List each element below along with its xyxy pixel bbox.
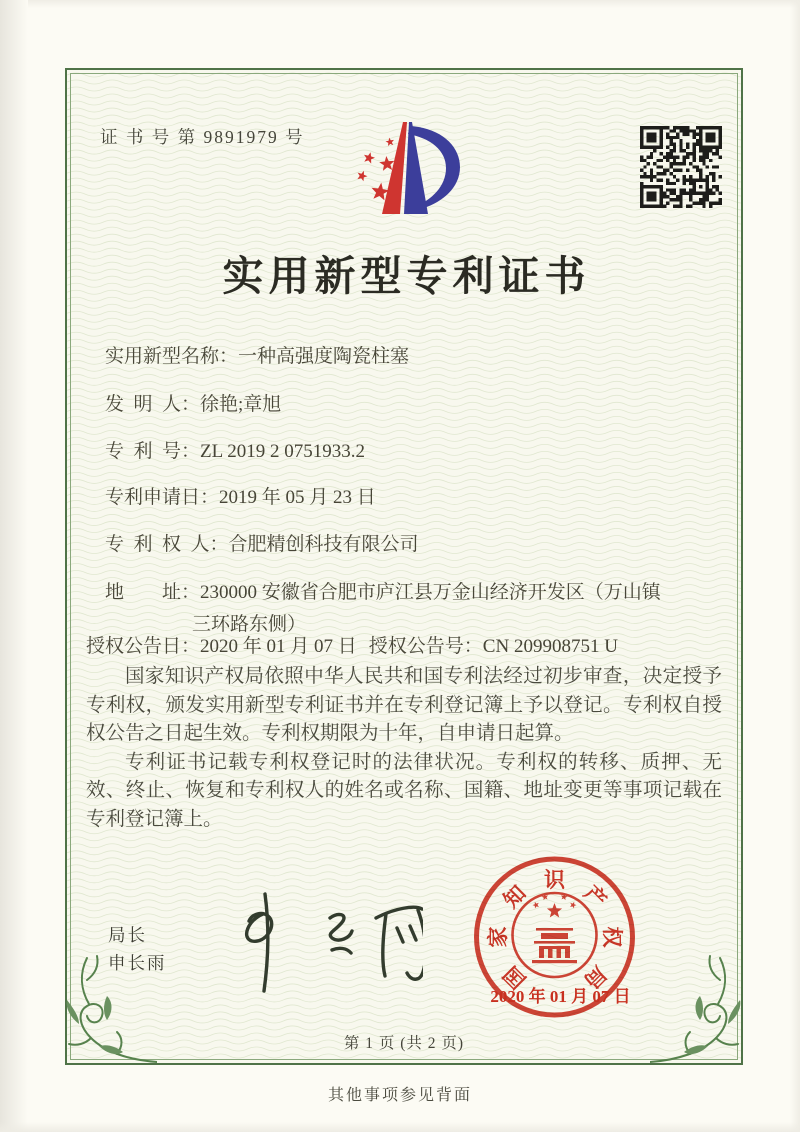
field-value: 230000 安徽省合肥市庐江县万金山经济开发区（万山镇: [200, 582, 661, 603]
field-row-filing-date: [105, 486, 376, 510]
seal-ring-char: 国: [498, 961, 531, 994]
field-label: 专 利 号：: [105, 441, 201, 462]
seal-ring-char: 产: [578, 880, 611, 913]
field-value: 一种高强度陶瓷柱塞: [238, 346, 410, 367]
seal-ring-char: 家: [485, 926, 510, 948]
seal-ring-char: 识: [544, 868, 565, 892]
grant-date-value: 2020 年 01 月 07 日: [200, 636, 357, 657]
paper-edge: [790, 0, 800, 1132]
legal-text: [86, 663, 722, 834]
signature-icon: [218, 886, 423, 994]
page-number: 第 1 页 (共 2 页): [343, 1035, 465, 1052]
field-value: 2019 年 05 月 23 日: [219, 487, 376, 508]
field-value: ZL 2019 2 0751933.2: [200, 441, 366, 462]
grant-row: [86, 631, 618, 658]
body-paragraph-1: 国家知识产权局依照中华人民共和国专利法经过初步审查，决定授予专利权，颁发实用新型专利证书并在专利登记簿上予以登记。专利权自授权公告之日起生效。专利权期限为十年，自申请日起算。: [86, 666, 722, 744]
grant-date-label: 授权公告日：: [86, 636, 201, 657]
field-address-line2: 三环路东侧）: [192, 614, 307, 635]
seal-date: 2020 年 01 月 07 日: [490, 987, 631, 1006]
certificate-number: 证 书 号 第 9891979 号: [100, 127, 305, 147]
grant-no-value: CN 209908751 U: [482, 636, 618, 657]
body-paragraph-2: 专利证书记载专利权登记时的法律状况。专利权的转移、质押、无效、终止、恢复和专利权人的姓名或名称、国籍、地址变更等事项记载在专利登记簿上。: [86, 751, 722, 830]
field-row-name: [105, 345, 409, 369]
seal-ring-char: 权: [599, 926, 624, 948]
signer-name: 申长雨: [108, 953, 167, 973]
paper-edge: [0, 1122, 800, 1132]
field-label: 实用新型名称：: [105, 346, 239, 367]
back-note: 其他事项参见背面: [327, 1087, 472, 1104]
seal-ring-char: 知: [498, 880, 531, 913]
certificate-title: 实用新型专利证书: [222, 253, 591, 299]
field-label: 专 利 权 人：: [105, 534, 229, 555]
seal-ring-char: 局: [578, 961, 611, 994]
paper-edge: [0, 0, 800, 8]
field-row-address: [105, 581, 661, 605]
field-value: 合肥精创科技有限公司: [228, 534, 419, 555]
grant-no-label: 授权公告号：: [368, 636, 483, 657]
field-value: 徐艳;章旭: [200, 394, 282, 415]
cnipa-logo-icon: [336, 112, 476, 222]
field-row-patentee: [105, 533, 419, 557]
field-label: 地 址：: [105, 582, 201, 603]
field-label: 专利申请日：: [105, 487, 220, 508]
qr-code: [640, 126, 722, 208]
paper-edge: [0, 0, 28, 1132]
field-label: 发 明 人：: [105, 394, 201, 415]
field-row-inventor: [105, 393, 281, 417]
field-row-patent-no: [105, 440, 365, 464]
signer-title: 局长: [108, 925, 147, 945]
